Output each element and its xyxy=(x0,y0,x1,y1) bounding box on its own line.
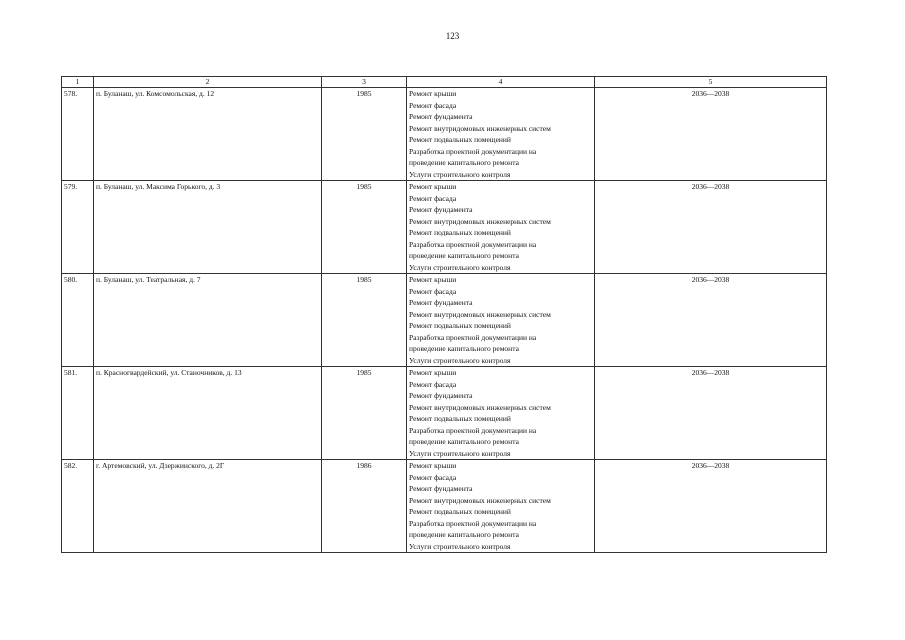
work-item: Ремонт внутридомовых инженерных систем xyxy=(409,495,551,505)
work-item: Разработка проектной документации на xyxy=(409,332,537,342)
work-item: Ремонт внутридомовых инженерных систем xyxy=(409,309,551,319)
work-item: Ремонт подвальных помещений xyxy=(409,228,511,237)
work-item: Ремонт внутридомовых инженерных систем xyxy=(409,123,551,133)
year-cell: 1985 xyxy=(322,88,407,181)
address-cell: п. Буланаш, ул. Театральная, д. 7 xyxy=(94,274,322,367)
period-cell: 2036—2038 xyxy=(595,181,827,274)
column-header-3: 3 xyxy=(322,77,407,88)
column-header-5: 5 xyxy=(595,77,827,88)
period-cell: 2036—2038 xyxy=(595,460,827,553)
work-item: Ремонт фасада xyxy=(409,472,457,482)
period-cell: 2036—2038 xyxy=(595,367,827,460)
year-cell: 1986 xyxy=(322,460,407,553)
table-row xyxy=(62,181,827,274)
work-item: Ремонт подвальных помещений xyxy=(409,321,511,330)
work-item: Услуги строительного контроля xyxy=(409,355,511,365)
column-header-4: 4 xyxy=(407,77,595,88)
table-header-row xyxy=(62,77,827,88)
work-item: Разработка проектной документации на xyxy=(409,239,537,249)
work-item: Ремонт фасада xyxy=(409,100,457,110)
work-item: Ремонт внутридомовых инженерных систем xyxy=(409,402,551,412)
address-cell: п. Буланаш, ул. Комсомольская, д. 12 xyxy=(94,88,322,181)
work-item: Ремонт фасада xyxy=(409,286,457,296)
column-header-1: 1 xyxy=(62,77,94,88)
address-cell: п. Красногвардейский, ул. Станочников, д. 13 xyxy=(94,367,322,460)
work-item: Ремонт фундамента xyxy=(409,298,473,307)
table-row xyxy=(62,460,827,553)
address-cell: г. Артемовский, ул. Дзержинского, д. 2Г xyxy=(94,460,322,553)
address-cell: п. Буланаш, ул. Максима Горького, д. 3 xyxy=(94,181,322,274)
period-cell: 2036—2038 xyxy=(595,88,827,181)
period-cell: 2036—2038 xyxy=(595,274,827,367)
works-table xyxy=(61,76,827,553)
row-number: 582. xyxy=(62,460,94,553)
table-row xyxy=(62,88,827,181)
works-cell xyxy=(407,88,595,181)
works-cell xyxy=(407,367,595,460)
row-number: 578. xyxy=(62,88,94,181)
work-item: Ремонт подвальных помещений xyxy=(409,414,511,423)
works-cell xyxy=(407,181,595,274)
work-item: Ремонт фасада xyxy=(409,379,457,389)
work-item: проведение капитального ремонта xyxy=(409,158,519,167)
work-item: проведение капитального ремонта xyxy=(409,344,519,353)
work-item: Ремонт крыши xyxy=(409,89,457,98)
work-item: Ремонт крыши xyxy=(409,368,457,377)
year-cell: 1985 xyxy=(322,274,407,367)
table-row xyxy=(62,367,827,460)
year-cell: 1985 xyxy=(322,367,407,460)
row-number: 581. xyxy=(62,367,94,460)
work-item: Ремонт фасада xyxy=(409,193,457,203)
work-item: Ремонт крыши xyxy=(409,275,457,284)
work-item: Ремонт крыши xyxy=(409,182,457,191)
page-number: 123 xyxy=(445,31,460,41)
work-item: проведение капитального ремонта xyxy=(409,437,519,446)
work-item: Услуги строительного контроля xyxy=(409,448,511,458)
year-cell: 1985 xyxy=(322,181,407,274)
table-row xyxy=(62,274,827,367)
work-item: Услуги строительного контроля xyxy=(409,541,511,551)
work-item: Разработка проектной документации на xyxy=(409,425,537,435)
work-item: Ремонт подвальных помещений xyxy=(409,507,511,516)
work-item: Ремонт внутридомовых инженерных систем xyxy=(409,216,551,226)
work-item: Ремонт фундамента xyxy=(409,112,473,121)
works-cell xyxy=(407,460,595,553)
work-item: Разработка проектной документации на xyxy=(409,146,537,156)
works-cell xyxy=(407,274,595,367)
work-item: Ремонт фундамента xyxy=(409,484,473,493)
table-body xyxy=(62,88,827,553)
work-item: Услуги строительного контроля xyxy=(409,262,511,272)
work-item: Ремонт фундамента xyxy=(409,391,473,400)
work-item: Услуги строительного контроля xyxy=(409,169,511,179)
work-item: проведение капитального ремонта xyxy=(409,530,519,539)
work-item: Ремонт фундамента xyxy=(409,205,473,214)
work-item: Ремонт крыши xyxy=(409,461,457,470)
row-number: 580. xyxy=(62,274,94,367)
row-number: 579. xyxy=(62,181,94,274)
column-header-2: 2 xyxy=(94,77,322,88)
work-item: проведение капитального ремонта xyxy=(409,251,519,260)
work-item: Разработка проектной документации на xyxy=(409,518,537,528)
work-item: Ремонт подвальных помещений xyxy=(409,135,511,144)
